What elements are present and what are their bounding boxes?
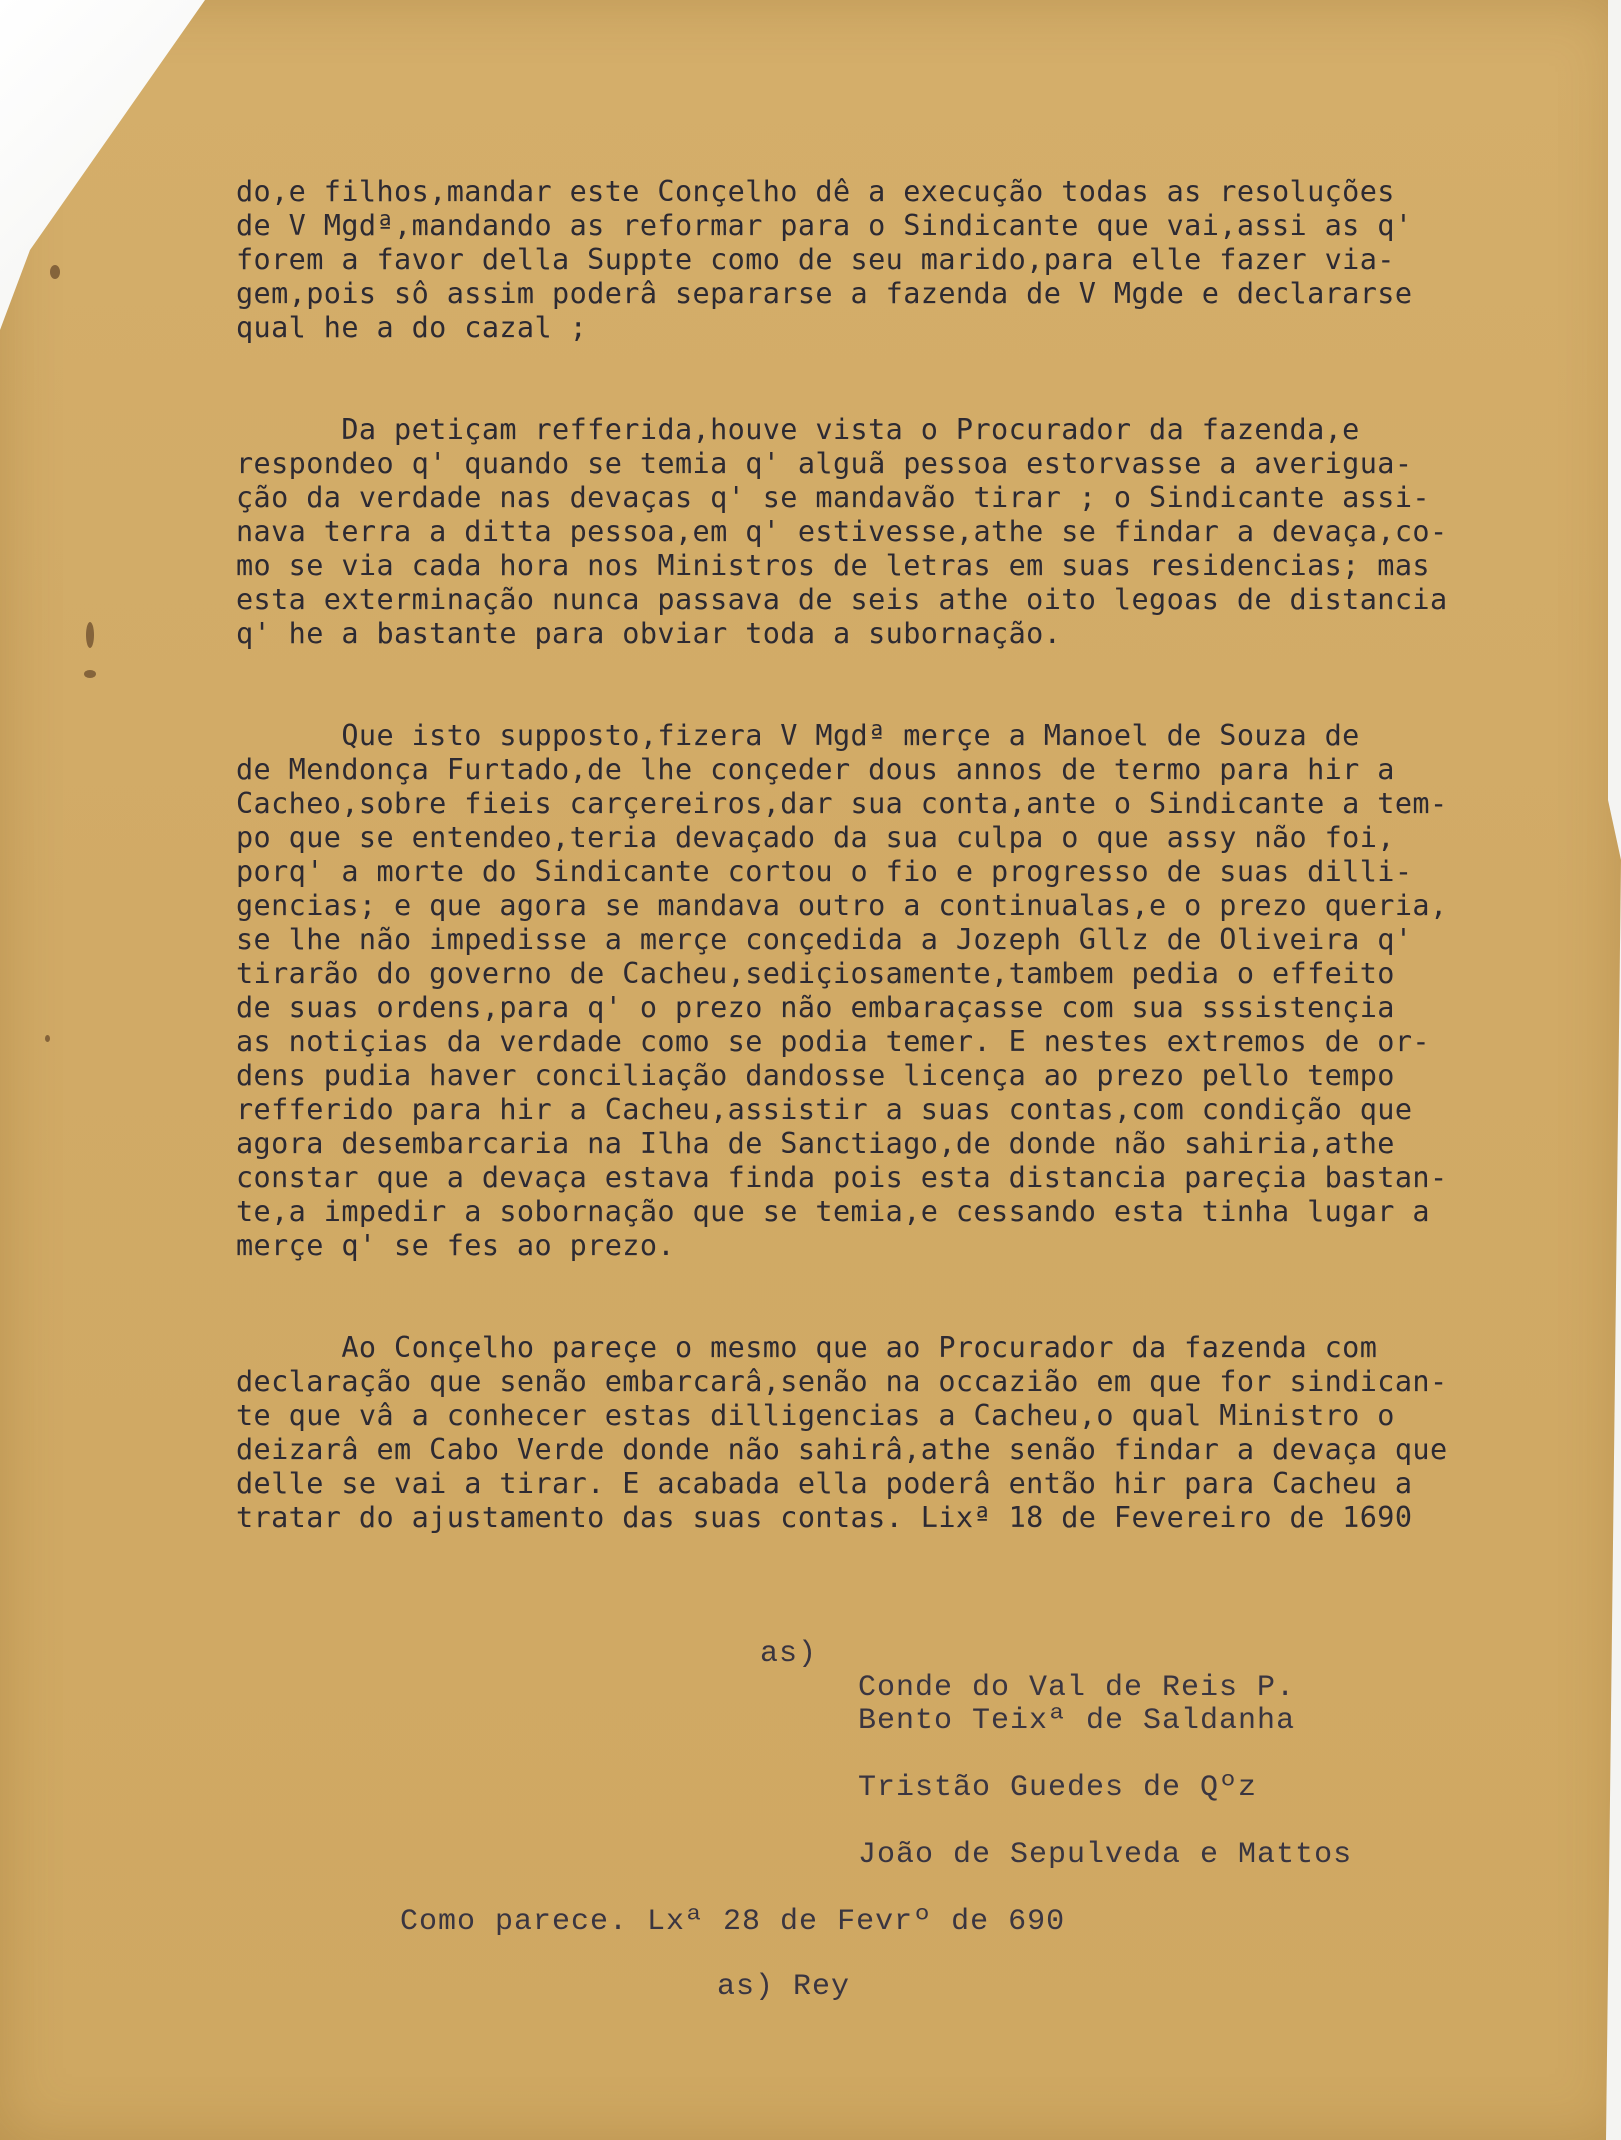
text-line: mo se via cada hora nos Ministros de letras em suas residencias; mas: [236, 549, 1430, 582]
text-line: po que se entendeo,teria devaçado da sua culpa o que assy não foi,: [236, 821, 1395, 854]
text-line: q' he a bastante para obviar toda a subornação.: [236, 617, 1062, 650]
text-line: gencias; e que agora se mandava outro a continualas,e o prezo queria,: [236, 889, 1448, 922]
paragraph-3: [236, 719, 1596, 1263]
text-line: merçe q' se fes ao prezo.: [236, 1229, 675, 1262]
signature-prefix: as): [760, 1637, 818, 1671]
text-line: porq' a morte do Sindicante cortou o fio e progresso de suas dilli-: [236, 855, 1413, 888]
memorandum-body: [236, 175, 1596, 1603]
text-line: de suas ordens,para q' o prezo não embaraçasse com sua sssistençia: [236, 991, 1395, 1024]
text-line: ção da verdade nas devaças q' se mandavão tirar ; o Sindicante assi-: [236, 481, 1430, 514]
signatory-name: Bento Teixª de Saldanha: [858, 1704, 1296, 1738]
text-line: delle se vai a tirar. E acabada ella poderâ então hir para Cacheu a: [236, 1467, 1413, 1500]
text-line: nava terra a ditta pessoa,em q' estivesse,athe se findar a devaça,co-: [236, 515, 1448, 548]
text-line: gem,pois sô assim poderâ separarse a fazenda de V Mgde e declararse: [236, 277, 1413, 310]
text-line: Que isto supposto,fizera V Mgdª merçe a Manoel de Souza de: [236, 719, 1360, 752]
signatory-name: João de Sepulveda e Mattos: [858, 1838, 1353, 1872]
text-line: qual he a do cazal ;: [236, 311, 588, 344]
text-line: de Mendonça Furtado,de lhe conçeder dous annos de termo para hir a: [236, 753, 1395, 786]
text-line: te,a impedir a sobornação que se temia,e cessando esta tinha lugar a: [236, 1195, 1430, 1228]
text-line: de V Mgdª,mandando as reformar para o Sindicante que vai,assi as q': [236, 209, 1413, 242]
text-line: constar que a devaça estava finda pois esta distancia pareçia bastan-: [236, 1161, 1448, 1194]
paragraph-2: [236, 413, 1596, 651]
text-line: esta exterminação nunca passava de seis athe oito legoas de distancia: [236, 583, 1448, 616]
signature-row: [760, 1804, 1353, 1872]
text-line: forem a favor della Suppte como de seu marido,para elle fazer via-: [236, 243, 1395, 276]
text-line: do,e filhos,mandar este Conçelho dê a execução todas as resoluções: [236, 175, 1395, 208]
royal-resolution: Como parece. Lxª 28 de Fevrº de 690: [400, 1905, 1066, 1939]
text-line: Da petiçam refferida,houve vista o Procurador da fazenda,e: [236, 413, 1360, 446]
text-line: se lhe não impedisse a merçe conçedida a Jozeph Gllz de Oliveira q': [236, 923, 1413, 956]
text-line: te que vâ a conhecer estas dilligencias a Cacheu,o qual Ministro o: [236, 1399, 1395, 1432]
text-line: dens pudia haver conciliação dandosse licença ao prezo pello tempo: [236, 1059, 1395, 1092]
paragraph-4: [236, 1331, 1596, 1535]
text-line: as notiçias da verdade como se podia temer. E nestes extremos de or-: [236, 1025, 1430, 1058]
signatures-block: [760, 1603, 1353, 1872]
ink-blot: [84, 670, 96, 678]
paragraph-1: [236, 175, 1596, 345]
ink-blot: [86, 622, 94, 648]
signatory-name: Conde do Val de Reis P.: [858, 1671, 1296, 1705]
text-line: tratar do ajustamento das suas contas. Lixª 18 de Fevereiro de 1690: [236, 1501, 1413, 1534]
royal-signature: as) Rey: [717, 1970, 851, 2004]
ink-blot: [50, 265, 60, 279]
text-line: refferido para hir a Cacheu,assistir a suas contas,com condição que: [236, 1093, 1413, 1126]
signature-row: [760, 1603, 1296, 1705]
text-line: Cacheo,sobre fieis carçereiros,dar sua conta,ante o Sindicante a tem-: [236, 787, 1448, 820]
signature-row: [760, 1737, 1258, 1805]
text-line: agora desembarcaria na Ilha de Sanctiago,de donde não sahiria,athe: [236, 1127, 1395, 1160]
text-line: deizarâ em Cabo Verde donde não sahirâ,athe senão findar a devaça que: [236, 1433, 1448, 1466]
text-line: respondeo q' quando se temia q' alguã pessoa estorvasse a averigua-: [236, 447, 1413, 480]
ink-blot: [45, 1035, 50, 1042]
text-line: tirarão do governo de Cacheu,sediçiosamente,tambem pedia o effeito: [236, 957, 1395, 990]
text-line: Ao Conçelho pareçe o mesmo que ao Procurador da fazenda com: [236, 1331, 1378, 1364]
signatory-name: Tristão Guedes de Qºz: [858, 1771, 1258, 1805]
text-line: declaração que senão embarcarâ,senão na occazião em que for sindican-: [236, 1365, 1448, 1398]
